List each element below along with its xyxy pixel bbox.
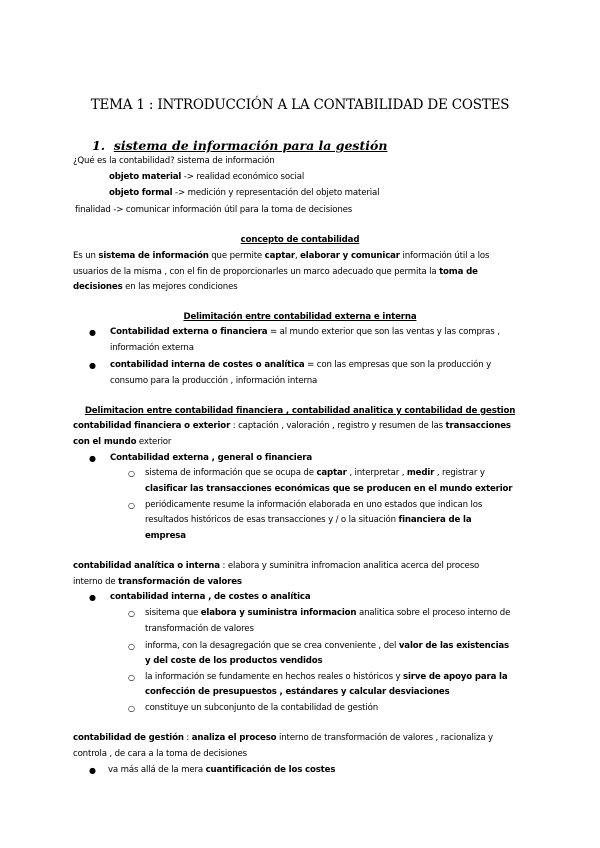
delim2-sub-1-cont: clasificar las transacciones económicas que se producen en el mundo exterior <box>145 484 513 494</box>
analitica-line-2: interno de transformación de valores <box>73 577 242 587</box>
section-number: 1. <box>92 138 106 153</box>
concepto-heading: concepto de contabilidad <box>240 235 360 245</box>
delim2-sub-1: sistema de información que se ocupa de captar , interpretar , medir , registrar y <box>145 468 485 478</box>
circle-bullet-icon: ○ <box>128 673 135 682</box>
intro-objeto-material: objeto material -> realidad económico social <box>109 172 305 182</box>
analitica-sub-3-cont: confección de presupuestos , estándares y calcular desviaciones <box>145 687 450 697</box>
delim1-bullet-1: Contabilidad externa o financiera = al mundo exterior que son las ventas y las compras , <box>110 327 500 337</box>
page-title: TEMA 1 : INTRODUCCIÓN A LA CONTABILIDAD DE COSTES <box>90 97 510 113</box>
delim2-sub-2: periódicamente resume la información elaborada en uno estados que indican los <box>145 500 483 510</box>
analitica-line-1: contabilidad analítica o interna : elabora y suminitra infromacion analitica acerca del proceso <box>73 561 480 571</box>
analitica-sub-1: sisitema que elabora y suministra informacion analitica sobre el proceso interno de <box>145 608 511 618</box>
gestion-line-1: contabilidad de gestión : analiza el proceso interno de transformación de valores , racionaliza y <box>73 733 493 743</box>
gestion-line-2: controla , de cara a la toma de decisiones <box>73 749 247 759</box>
bullet-icon: ● <box>89 328 96 337</box>
bullet-icon: ● <box>89 593 96 602</box>
delim1-bullet-1-cont: información externa <box>110 343 194 353</box>
delim2-heading: Delimitacion entre contabilidad financiera , contabilidad analitica y contabilidad de gestion <box>84 406 516 416</box>
concepto-line-2: usuarios de la misma , con el fin de proporcionarles un marco adecuado que permita la toma de <box>73 267 478 277</box>
intro-question: ¿Qué es la contabilidad? sistema de información <box>73 156 275 166</box>
delim1-heading: Delimitación entre contabilidad externa e interna <box>183 312 417 322</box>
analitica-sub-3: la información se fundamente en hechos reales o históricos y sirve de apoyo para la <box>145 672 508 682</box>
delim2-sub-2-cont: resultados históricos de esas transacciones y / o la situación financiera de la <box>145 515 472 525</box>
concepto-line-3: decisiones en las mejores condiciones <box>73 282 238 292</box>
delim1-bullet-2-cont: consumo para la producción , información interna <box>110 376 318 386</box>
analitica-sub-2: informa, con la desagregación que se crea conveniente , del valor de las existencias <box>145 641 509 651</box>
section-title: sistema de información para la gestión <box>113 138 388 153</box>
delim2-bullet-1: Contabilidad externa , general o financiera <box>110 453 313 463</box>
delim2-line-1: contabilidad financiera o exterior : captación , valoración , registro y resumen de las transacciones <box>73 421 511 431</box>
circle-bullet-icon: ○ <box>128 642 135 651</box>
bullet-icon: ● <box>89 766 96 775</box>
analitica-sub-4: constituye un subconjunto de la contabilidad de gestión <box>145 703 379 713</box>
intro-finalidad: finalidad -> comunicar información útil para la toma de decisiones <box>75 205 353 215</box>
circle-bullet-icon: ○ <box>128 704 135 713</box>
gestion-bullet-1: va más allá de la mera cuantificación de los costes <box>108 765 336 775</box>
circle-bullet-icon: ○ <box>128 501 135 510</box>
section-heading <box>92 138 387 153</box>
analitica-bullet-1: contabilidad interna , de costes o analítica <box>110 592 311 602</box>
bullet-icon: ● <box>89 454 96 463</box>
intro-objeto-formal: objeto formal -> medición y representación del objeto material <box>109 188 380 198</box>
bullet-icon: ● <box>89 361 96 370</box>
analitica-sub-2-cont: y del coste de los productos vendidos <box>145 656 323 666</box>
circle-bullet-icon: ○ <box>128 469 135 478</box>
delim2-sub-2-cont2: empresa <box>145 531 186 541</box>
delim2-line-2: con el mundo exterior <box>73 437 172 447</box>
delim1-bullet-2: contabilidad interna de costes o analítica = con las empresas que son la producción y <box>110 360 492 370</box>
concepto-line-1: Es un sistema de información que permite captar, elaborar y comunicar información útil a los <box>73 251 490 261</box>
circle-bullet-icon: ○ <box>128 609 135 618</box>
analitica-sub-1-cont: transformación de valores <box>145 624 254 634</box>
